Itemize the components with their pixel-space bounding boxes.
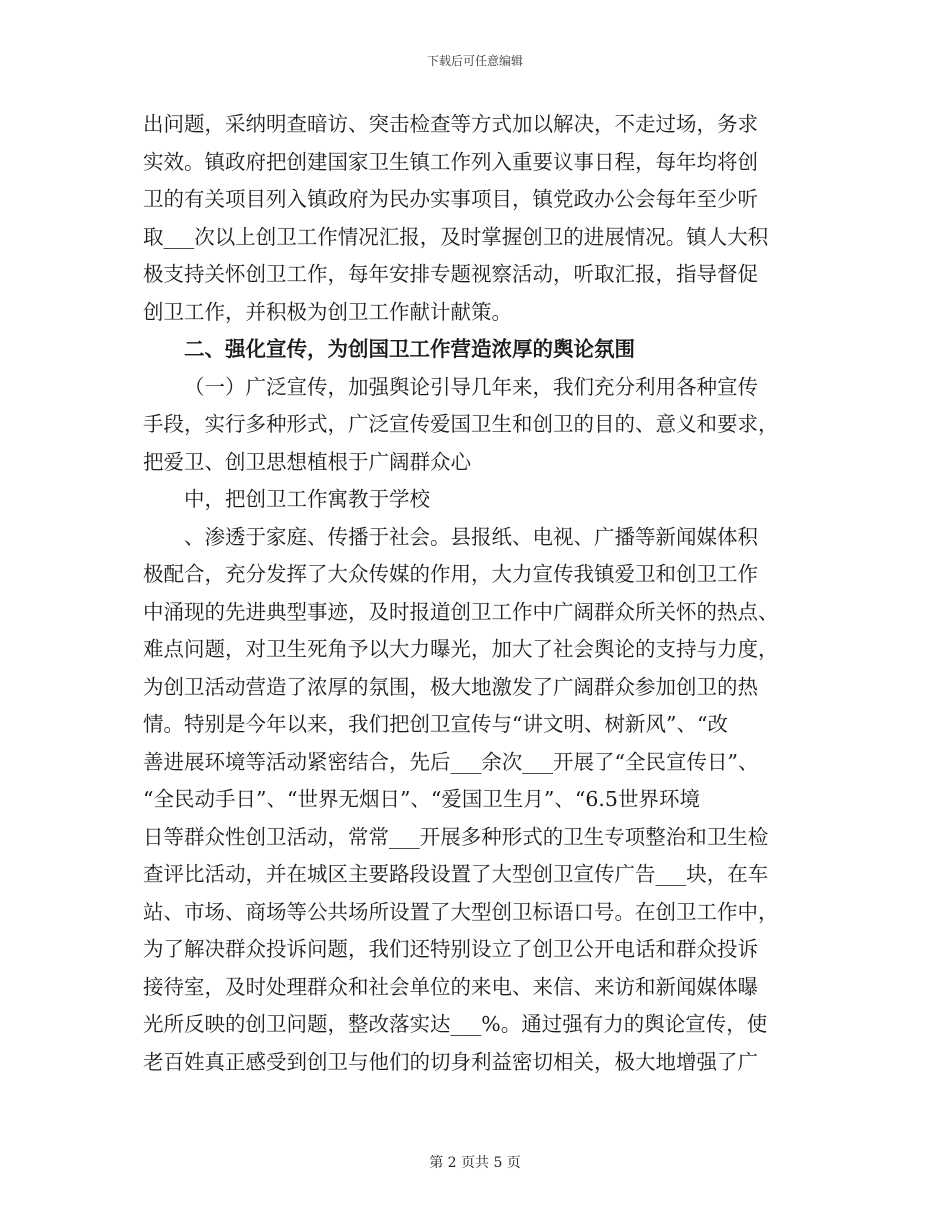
- text-line: 实效。镇政府把创建国家卫生镇工作列入重要议事日程，每年均将创: [143, 149, 758, 174]
- text-line: 为了解决群众投诉问题，我们还特别设立了创卫公开电话和群众投诉: [143, 937, 758, 961]
- text-line: 日等群众性创卫活动，常常___开展多种形式的卫生专项整治和卫生检: [143, 824, 769, 849]
- text-line: 手段，实行多种形式，广泛宣传爱国卫生和创卫的目的、意义和要求，: [143, 412, 779, 436]
- text-line: 极支持关怀创卫工作，每年安排专题视察活动，听取汇报，指导督促: [143, 262, 758, 286]
- text-line: 、渗透于家庭、传播于社会。县报纸、电视、广播等新闻媒体积: [184, 524, 758, 549]
- document-body: [143, 106, 808, 1081]
- text-line: 站、市场、商场等公共场所设置了大型创卫标语口号。在创卫工作中，: [143, 899, 779, 924]
- section-heading: 二、强化宣传，为创国卫工作营造浓厚的舆论氛围: [184, 337, 635, 361]
- text-line: 接待室，及时处理群众和社会单位的来电、来信、来访和新闻媒体曝: [143, 974, 758, 999]
- text-line: 极配合，充分发挥了大众传媒的作用，大力宣传我镇爱卫和创卫工作: [143, 562, 758, 586]
- text-line: 出问题，采纳明查暗访、突击检查等方式加以解决，不走过场，务求: [143, 112, 758, 136]
- text-line: 中涌现的先进典型事迹，及时报道创卫工作中广阔群众所关怀的热点、: [143, 599, 779, 624]
- text-line: 创卫工作，并积极为创卫工作献计献策。: [143, 299, 512, 324]
- text-line: 情。特别是今年以来，我们把创卫宣传与“讲文明、树新风”、“改: [143, 712, 728, 736]
- text-line: “全民动手日”、“世界无烟日”、“爱国卫生月”、“6.5世界环境: [143, 787, 700, 811]
- page-number: 第 2 页共 5 页: [429, 1155, 521, 1171]
- text-line: 卫的有关项目列入镇政府为民办实事项目，镇党政办公会每年至少听: [143, 187, 758, 211]
- text-line: 难点问题，对卫生死角予以大力曝光，加大了社会舆论的支持与力度，: [143, 637, 779, 661]
- text-line: 查评比活动，并在城区主要路段设置了大型创卫宣传广告___块，在车: [143, 862, 769, 886]
- text-line: 光所反映的创卫问题，整改落实达___%。通过强有力的舆论宣传，使: [143, 1012, 768, 1036]
- text-line: 为创卫活动营造了浓厚的氛围，极大地激发了广阔群众参加创卫的热: [143, 674, 758, 699]
- text-line: 把爱卫、创卫思想植根于广阔群众心: [143, 449, 471, 474]
- text-line: 中，把创卫工作寓教于学校: [184, 487, 430, 511]
- text-line: 老百姓真正感受到创卫与他们的切身利益密切相关，极大地增强了广: [143, 1049, 758, 1074]
- text-line: 取___次以上创卫工作情况汇报，及时掌握创卫的进展情况。镇人大积: [143, 224, 769, 249]
- text-line: 善进展环境等活动紧密结合，先后___余次___开展了“全民宣传日”、: [143, 749, 759, 774]
- page-header: 下载后可任意编辑: [426, 54, 523, 68]
- text-line: （一）广泛宣传，加强舆论引导几年来，我们充分利用各种宣传: [184, 374, 758, 399]
